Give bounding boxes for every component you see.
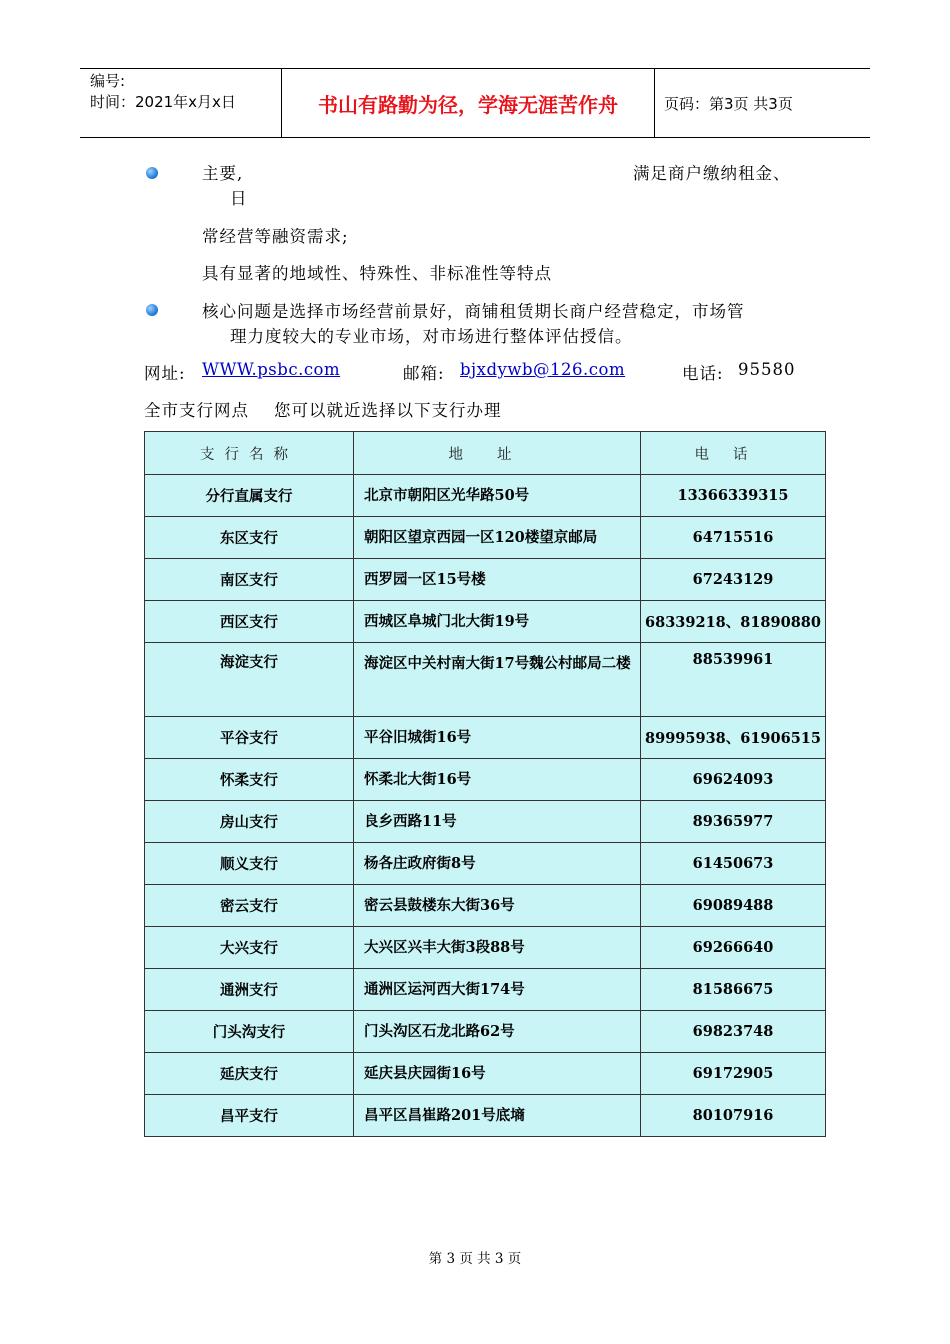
branch-name: 南区支行 bbox=[145, 559, 354, 601]
branch-address: 昌平区昌崔路201号底墒 bbox=[354, 1095, 641, 1137]
branch-name: 平谷支行 bbox=[145, 717, 354, 759]
branch-phone: 13366339315 bbox=[641, 475, 826, 517]
website-label: 网址: bbox=[144, 364, 186, 383]
branch-phone: 89995938、61906515 bbox=[641, 717, 826, 759]
table-row bbox=[145, 759, 826, 801]
website-link[interactable]: WWW.psbc.com bbox=[202, 360, 341, 379]
branch-name: 延庆支行 bbox=[145, 1053, 354, 1095]
branch-address: 西罗园一区15号楼 bbox=[354, 559, 641, 601]
table-row bbox=[145, 927, 826, 969]
bullet-1-line1-left: 主要, bbox=[202, 164, 244, 183]
document-number-label: 编号: bbox=[90, 72, 126, 90]
page-footer: 第 3 页 共 3 页 bbox=[428, 1251, 522, 1267]
branch-address: 大兴区兴丰大街3段88号 bbox=[354, 927, 641, 969]
header-page-info: 页码：第3页 共3页 bbox=[664, 94, 793, 113]
table-row bbox=[145, 885, 826, 927]
branch-address: 延庆县庆园街16号 bbox=[354, 1053, 641, 1095]
bullet-1-line3: 具有显著的地域性、特殊性、非标准性等特点 bbox=[202, 264, 552, 283]
bullet-2-line1: 核心问题是选择市场经营前景好，商铺租赁期长商户经营稳定，市场管 bbox=[202, 302, 745, 321]
email-link[interactable]: bjxdywb@126.com bbox=[460, 360, 626, 379]
branch-name: 密云支行 bbox=[145, 885, 354, 927]
table-row bbox=[145, 559, 826, 601]
table-row bbox=[145, 843, 826, 885]
branch-name: 门头沟支行 bbox=[145, 1011, 354, 1053]
branch-address: 门头沟区石龙北路62号 bbox=[354, 1011, 641, 1053]
branch-address: 密云县鼓楼东大街36号 bbox=[354, 885, 641, 927]
branch-phone: 68339218、81890880 bbox=[641, 601, 826, 643]
document-time: 时间：2021年x月x日 bbox=[90, 93, 236, 111]
branch-name: 海淀支行 bbox=[145, 643, 354, 717]
phone-number: 95580 bbox=[738, 360, 796, 379]
branch-phone: 88539961 bbox=[641, 643, 826, 717]
table-row bbox=[145, 643, 826, 717]
table-row bbox=[145, 601, 826, 643]
branch-name: 东区支行 bbox=[145, 517, 354, 559]
table-row bbox=[145, 717, 826, 759]
email-label: 邮箱: bbox=[403, 364, 445, 383]
branch-name: 通洲支行 bbox=[145, 969, 354, 1011]
branch-name: 大兴支行 bbox=[145, 927, 354, 969]
bullet-1-line1-wrap: 日 bbox=[230, 189, 248, 208]
header-motto: 书山有路勤为径，学海无涯苦作舟 bbox=[318, 92, 618, 117]
column-header-name: 支行名称 bbox=[145, 432, 354, 475]
branch-name: 房山支行 bbox=[145, 801, 354, 843]
branch-name: 昌平支行 bbox=[145, 1095, 354, 1137]
branch-name: 顺义支行 bbox=[145, 843, 354, 885]
table-row bbox=[145, 1011, 826, 1053]
branch-phone: 80107916 bbox=[641, 1095, 826, 1137]
branch-phone: 67243129 bbox=[641, 559, 826, 601]
branch-phone: 61450673 bbox=[641, 843, 826, 885]
column-header-phone: 电话 bbox=[641, 432, 826, 475]
page-header bbox=[80, 68, 870, 138]
branch-address: 海淀区中关村南大街17号魏公村邮局二楼 bbox=[354, 643, 641, 717]
branch-address: 西城区阜城门北大街19号 bbox=[354, 601, 641, 643]
branch-phone: 64715516 bbox=[641, 517, 826, 559]
table-row bbox=[145, 475, 826, 517]
table-row bbox=[145, 801, 826, 843]
branch-address: 平谷旧城街16号 bbox=[354, 717, 641, 759]
header-divider bbox=[654, 69, 655, 137]
branch-name: 分行直属支行 bbox=[145, 475, 354, 517]
bullet-2-line2: 理力度较大的专业市场，对市场进行整体评估授信。 bbox=[230, 327, 633, 346]
bullet-1-line1-right: 满足商户缴纳租金、 bbox=[633, 164, 791, 183]
table-row bbox=[145, 517, 826, 559]
branch-phone: 69823748 bbox=[641, 1011, 826, 1053]
bullet-1-line2: 常经营等融资需求; bbox=[202, 227, 349, 246]
branch-address: 通洲区运河西大街174号 bbox=[354, 969, 641, 1011]
table-header-row bbox=[145, 432, 826, 475]
branch-address: 良乡西路11号 bbox=[354, 801, 641, 843]
branch-name: 怀柔支行 bbox=[145, 759, 354, 801]
blue-sphere-bullet-icon bbox=[146, 167, 158, 179]
branch-name: 西区支行 bbox=[145, 601, 354, 643]
branch-table bbox=[144, 431, 826, 1137]
blue-sphere-bullet-icon bbox=[146, 304, 158, 316]
branch-phone: 69089488 bbox=[641, 885, 826, 927]
phone-label: 电话: bbox=[682, 364, 724, 383]
branch-address: 杨各庄政府街8号 bbox=[354, 843, 641, 885]
branch-phone: 89365977 bbox=[641, 801, 826, 843]
column-header-address: 地址 bbox=[354, 432, 641, 475]
branch-address: 朝阳区望京西园一区120楼望京邮局 bbox=[354, 517, 641, 559]
table-row bbox=[145, 1095, 826, 1137]
table-row bbox=[145, 1053, 826, 1095]
branch-phone: 69266640 bbox=[641, 927, 826, 969]
branch-address: 怀柔北大街16号 bbox=[354, 759, 641, 801]
table-row bbox=[145, 969, 826, 1011]
branch-address: 北京市朝阳区光华路50号 bbox=[354, 475, 641, 517]
branch-phone: 69624093 bbox=[641, 759, 826, 801]
branch-phone: 69172905 bbox=[641, 1053, 826, 1095]
header-meta bbox=[90, 71, 236, 113]
branch-phone: 81586675 bbox=[641, 969, 826, 1011]
branches-intro: 全市支行网点 您可以就近选择以下支行办理 bbox=[144, 401, 502, 420]
